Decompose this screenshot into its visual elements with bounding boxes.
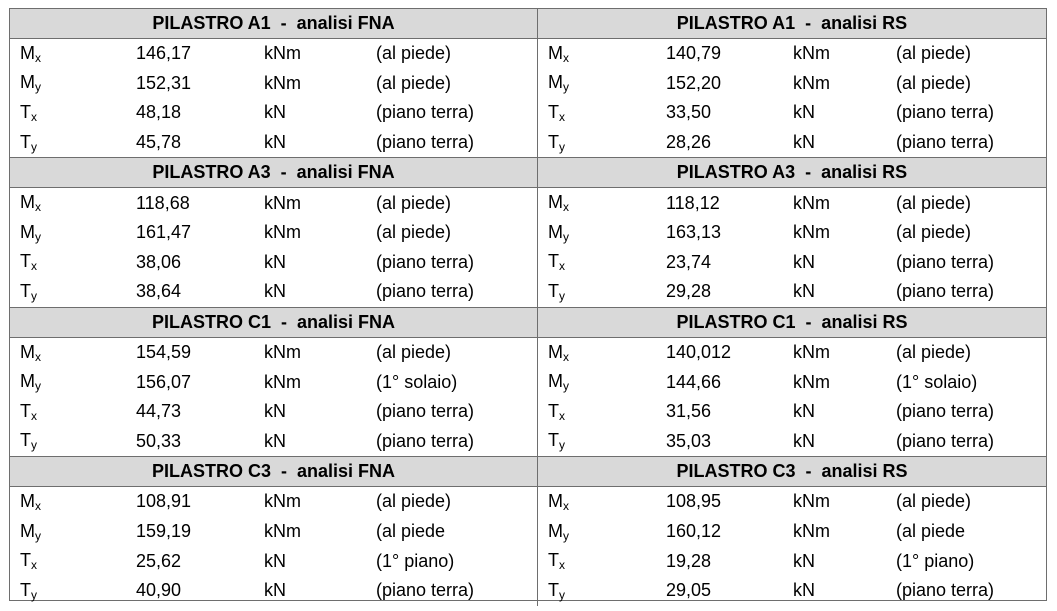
quantity-value: 40,90 — [136, 580, 182, 601]
symbol-letter: T — [548, 430, 559, 451]
symbol-subscript: y — [35, 528, 41, 543]
quantity-location: (piano terra) — [376, 281, 475, 302]
table-row — [10, 487, 537, 517]
quantity-value: 48,18 — [136, 102, 182, 123]
symbol-subscript: x — [559, 558, 565, 573]
section-title: PILASTRO A1 - analisi FNA — [10, 9, 537, 39]
table-row — [10, 338, 537, 368]
quantity-unit: kN — [264, 550, 286, 571]
symbol-letter: T — [548, 400, 559, 421]
quantity-symbol — [10, 580, 136, 602]
quantity-location: (1° piano) — [896, 550, 975, 571]
rs-analysis-block — [537, 308, 1046, 456]
quantity-value: 152,20 — [666, 72, 722, 93]
table-row — [10, 517, 537, 547]
section-title: PILASTRO C1 - analisi FNA — [10, 308, 537, 338]
quantity-unit: kNm — [264, 43, 301, 64]
quantity-location: (al piede) — [896, 222, 972, 243]
symbol-subscript: x — [563, 200, 569, 215]
table-row — [10, 427, 537, 457]
symbol-letter: M — [548, 341, 563, 362]
quantity-unit: kN — [793, 251, 815, 272]
symbol-letter: T — [548, 550, 559, 571]
table-row — [10, 277, 537, 307]
quantity-unit: kNm — [793, 222, 830, 243]
symbol-letter: M — [20, 221, 35, 242]
quantity-unit: kNm — [793, 371, 830, 392]
table-row — [10, 546, 537, 576]
quantity-value: 45,78 — [136, 132, 182, 153]
quantity-symbol — [10, 430, 136, 452]
quantity-value: 108,95 — [666, 491, 722, 512]
symbol-letter: T — [20, 550, 31, 571]
symbol-letter: M — [548, 42, 563, 63]
fna-analysis-block — [10, 457, 537, 605]
table-row — [538, 69, 1046, 99]
symbol-subscript: x — [563, 349, 569, 364]
symbol-letter: M — [20, 72, 35, 93]
section-title: PILASTRO C3 - analisi RS — [538, 457, 1046, 487]
quantity-symbol — [538, 550, 666, 572]
quantity-unit: kN — [264, 132, 286, 153]
quantity-symbol — [10, 132, 136, 154]
section-title: PILASTRO A3 - analisi RS — [538, 158, 1046, 188]
quantity-unit: kNm — [264, 521, 301, 542]
table-row — [10, 218, 537, 248]
table-row — [538, 39, 1046, 69]
quantity-unit: kN — [264, 430, 286, 451]
quantity-symbol — [538, 192, 666, 214]
quantity-value: 118,12 — [666, 192, 720, 213]
quantity-location: (al piede — [376, 521, 446, 542]
quantity-unit: kNm — [264, 192, 301, 213]
quantity-value: 118,68 — [136, 192, 190, 213]
quantity-unit: kNm — [264, 491, 301, 512]
quantity-location: (piano terra) — [376, 132, 475, 153]
section-title: PILASTRO C1 - analisi RS — [538, 308, 1046, 338]
symbol-subscript: x — [31, 109, 37, 124]
quantity-location: (al piede) — [376, 491, 452, 512]
table-row — [538, 367, 1046, 397]
symbol-letter: T — [20, 400, 31, 421]
fna-analysis-block — [10, 9, 537, 157]
quantity-location: (piano terra) — [896, 132, 995, 153]
symbol-subscript: y — [31, 438, 37, 453]
quantity-value: 44,73 — [136, 401, 182, 422]
rs-analysis-block — [537, 158, 1046, 306]
quantity-location: (al piede — [896, 521, 966, 542]
table-row — [10, 39, 537, 69]
symbol-letter: M — [20, 371, 35, 392]
quantity-unit: kNm — [793, 192, 830, 213]
quantity-value: 38,64 — [136, 281, 182, 302]
symbol-subscript: x — [35, 498, 41, 513]
quantity-symbol — [538, 251, 666, 273]
pillar-section — [10, 456, 1046, 605]
quantity-symbol — [10, 192, 136, 214]
quantity-unit: kNm — [793, 521, 830, 542]
quantity-value: 152,31 — [136, 72, 192, 93]
symbol-subscript: x — [31, 558, 37, 573]
quantity-value: 33,50 — [666, 102, 712, 123]
symbol-subscript: y — [559, 438, 565, 453]
symbol-letter: T — [20, 101, 31, 122]
quantity-symbol — [538, 430, 666, 452]
section-title: PILASTRO A1 - analisi RS — [538, 9, 1046, 39]
symbol-subscript: y — [563, 379, 569, 394]
table-row — [538, 128, 1046, 158]
quantity-symbol — [10, 342, 136, 364]
symbol-letter: T — [20, 131, 31, 152]
quantity-location: (al piede) — [896, 192, 972, 213]
quantity-location: (al piede) — [896, 491, 972, 512]
quantity-symbol — [538, 222, 666, 244]
symbol-subscript: x — [559, 408, 565, 423]
symbol-subscript: x — [35, 349, 41, 364]
quantity-symbol — [538, 342, 666, 364]
quantity-value: 159,19 — [136, 521, 192, 542]
quantity-unit: kNm — [793, 342, 830, 363]
quantity-value: 161,47 — [136, 222, 192, 243]
quantity-unit: kNm — [264, 371, 301, 392]
symbol-subscript: y — [559, 587, 565, 602]
symbol-subscript: y — [31, 139, 37, 154]
quantity-location: (piano terra) — [896, 430, 995, 451]
quantity-symbol — [538, 72, 666, 94]
quantity-value: 35,03 — [666, 430, 712, 451]
quantity-symbol — [538, 132, 666, 154]
fna-analysis-block — [10, 308, 537, 456]
fna-analysis-block — [10, 158, 537, 306]
quantity-symbol — [10, 371, 136, 393]
symbol-subscript: x — [559, 259, 565, 274]
quantity-unit: kN — [793, 580, 815, 601]
quantity-value: 23,74 — [666, 251, 712, 272]
quantity-value: 154,59 — [136, 342, 192, 363]
quantity-symbol — [10, 72, 136, 94]
quantity-location: (piano terra) — [376, 580, 475, 601]
quantity-unit: kN — [793, 102, 815, 123]
quantity-unit: kNm — [264, 342, 301, 363]
quantity-value: 38,06 — [136, 251, 182, 272]
table-row — [10, 128, 537, 158]
quantity-symbol — [10, 521, 136, 543]
quantity-symbol — [538, 491, 666, 513]
quantity-symbol — [10, 43, 136, 65]
symbol-letter: T — [548, 280, 559, 301]
rs-analysis-block — [537, 457, 1046, 605]
symbol-letter: T — [548, 101, 559, 122]
quantity-location: (1° solaio) — [376, 371, 458, 392]
section-title: PILASTRO A3 - analisi FNA — [10, 158, 537, 188]
quantity-value: 160,12 — [666, 521, 722, 542]
quantity-location: (piano terra) — [896, 580, 995, 601]
quantity-unit: kNm — [793, 491, 830, 512]
quantity-location: (al piede) — [376, 43, 452, 64]
symbol-subscript: x — [563, 498, 569, 513]
table-row — [538, 576, 1046, 606]
table-row — [10, 576, 537, 606]
quantity-location: (al piede) — [376, 222, 452, 243]
quantity-location: (piano terra) — [376, 401, 475, 422]
quantity-location: (piano terra) — [376, 430, 475, 451]
table-row — [10, 69, 537, 99]
rs-analysis-block — [537, 9, 1046, 157]
quantity-unit: kNm — [264, 222, 301, 243]
quantity-unit: kN — [793, 281, 815, 302]
quantity-symbol — [538, 371, 666, 393]
results-table — [9, 8, 1047, 601]
quantity-location: (al piede) — [376, 72, 452, 93]
table-row — [10, 367, 537, 397]
quantity-symbol — [10, 550, 136, 572]
symbol-subscript: y — [563, 528, 569, 543]
quantity-unit: kN — [264, 281, 286, 302]
quantity-location: (al piede) — [896, 72, 972, 93]
quantity-value: 140,79 — [666, 43, 722, 64]
quantity-symbol — [538, 102, 666, 124]
symbol-subscript: y — [31, 288, 37, 303]
quantity-location: (piano terra) — [896, 401, 995, 422]
symbol-subscript: y — [35, 229, 41, 244]
table-row — [538, 218, 1046, 248]
quantity-unit: kNm — [793, 72, 830, 93]
symbol-letter: M — [548, 72, 563, 93]
quantity-location: (al piede) — [376, 342, 452, 363]
table-row — [10, 248, 537, 278]
quantity-value: 31,56 — [666, 401, 712, 422]
symbol-subscript: x — [31, 259, 37, 274]
symbol-letter: M — [548, 221, 563, 242]
quantity-location: (piano terra) — [896, 102, 995, 123]
quantity-symbol — [10, 281, 136, 303]
symbol-subscript: y — [559, 288, 565, 303]
table-row — [538, 98, 1046, 128]
symbol-letter: M — [20, 490, 35, 511]
symbol-subscript: x — [559, 109, 565, 124]
quantity-unit: kN — [793, 132, 815, 153]
symbol-letter: T — [548, 251, 559, 272]
table-row — [538, 487, 1046, 517]
quantity-location: (al piede) — [376, 192, 452, 213]
symbol-letter: M — [20, 341, 35, 362]
symbol-subscript: x — [35, 50, 41, 65]
quantity-value: 25,62 — [136, 550, 182, 571]
quantity-value: 163,13 — [666, 222, 722, 243]
quantity-value: 28,26 — [666, 132, 712, 153]
table-row — [10, 397, 537, 427]
symbol-subscript: x — [563, 50, 569, 65]
symbol-letter: M — [20, 192, 35, 213]
table-row — [538, 248, 1046, 278]
quantity-value: 29,28 — [666, 281, 712, 302]
symbol-subscript: y — [35, 80, 41, 95]
symbol-subscript: x — [31, 408, 37, 423]
symbol-letter: T — [20, 251, 31, 272]
symbol-letter: M — [20, 42, 35, 63]
quantity-symbol — [538, 580, 666, 602]
pillar-section — [10, 9, 1046, 157]
quantity-symbol — [10, 102, 136, 124]
quantity-symbol — [10, 401, 136, 423]
quantity-value: 108,91 — [136, 491, 192, 512]
quantity-location: (piano terra) — [376, 251, 475, 272]
symbol-letter: M — [548, 371, 563, 392]
section-title: PILASTRO C3 - analisi FNA — [10, 457, 537, 487]
quantity-value: 29,05 — [666, 580, 712, 601]
table-row — [538, 277, 1046, 307]
symbol-subscript: y — [35, 379, 41, 394]
symbol-subscript: y — [559, 139, 565, 154]
table-row — [538, 188, 1046, 218]
quantity-symbol — [538, 521, 666, 543]
quantity-location: (1° piano) — [376, 550, 455, 571]
quantity-location: (1° solaio) — [896, 371, 978, 392]
quantity-value: 144,66 — [666, 371, 722, 392]
quantity-location: (al piede) — [896, 43, 972, 64]
quantity-symbol — [10, 491, 136, 513]
quantity-symbol — [538, 43, 666, 65]
quantity-location: (piano terra) — [896, 281, 995, 302]
quantity-unit: kN — [793, 550, 815, 571]
quantity-symbol — [10, 251, 136, 273]
quantity-symbol — [10, 222, 136, 244]
table-row — [538, 427, 1046, 457]
symbol-letter: M — [20, 520, 35, 541]
quantity-unit: kN — [793, 401, 815, 422]
quantity-unit: kN — [264, 251, 286, 272]
quantity-unit: kNm — [264, 72, 301, 93]
quantity-value: 19,28 — [666, 550, 712, 571]
quantity-unit: kN — [264, 401, 286, 422]
symbol-letter: T — [20, 280, 31, 301]
quantity-unit: kNm — [793, 43, 830, 64]
quantity-symbol — [538, 401, 666, 423]
table-row — [10, 98, 537, 128]
symbol-letter: T — [20, 430, 31, 451]
table-row — [538, 517, 1046, 547]
quantity-value: 146,17 — [136, 43, 192, 64]
pillar-section — [10, 307, 1046, 456]
quantity-value: 50,33 — [136, 430, 182, 451]
quantity-value: 156,07 — [136, 371, 192, 392]
symbol-subscript: y — [31, 587, 37, 602]
pillar-section — [10, 157, 1046, 306]
table-row — [10, 188, 537, 218]
quantity-location: (piano terra) — [896, 251, 995, 272]
quantity-unit: kN — [793, 430, 815, 451]
symbol-subscript: y — [563, 229, 569, 244]
table-row — [538, 546, 1046, 576]
symbol-subscript: x — [35, 200, 41, 215]
symbol-letter: T — [20, 579, 31, 600]
quantity-location: (al piede) — [896, 342, 972, 363]
symbol-letter: M — [548, 520, 563, 541]
table-row — [538, 338, 1046, 368]
table-row — [538, 397, 1046, 427]
symbol-letter: M — [548, 192, 563, 213]
quantity-unit: kN — [264, 580, 286, 601]
symbol-subscript: y — [563, 80, 569, 95]
symbol-letter: T — [548, 131, 559, 152]
symbol-letter: M — [548, 490, 563, 511]
quantity-location: (piano terra) — [376, 102, 475, 123]
symbol-letter: T — [548, 579, 559, 600]
quantity-symbol — [538, 281, 666, 303]
quantity-value: 140,012 — [666, 342, 732, 363]
quantity-unit: kN — [264, 102, 286, 123]
